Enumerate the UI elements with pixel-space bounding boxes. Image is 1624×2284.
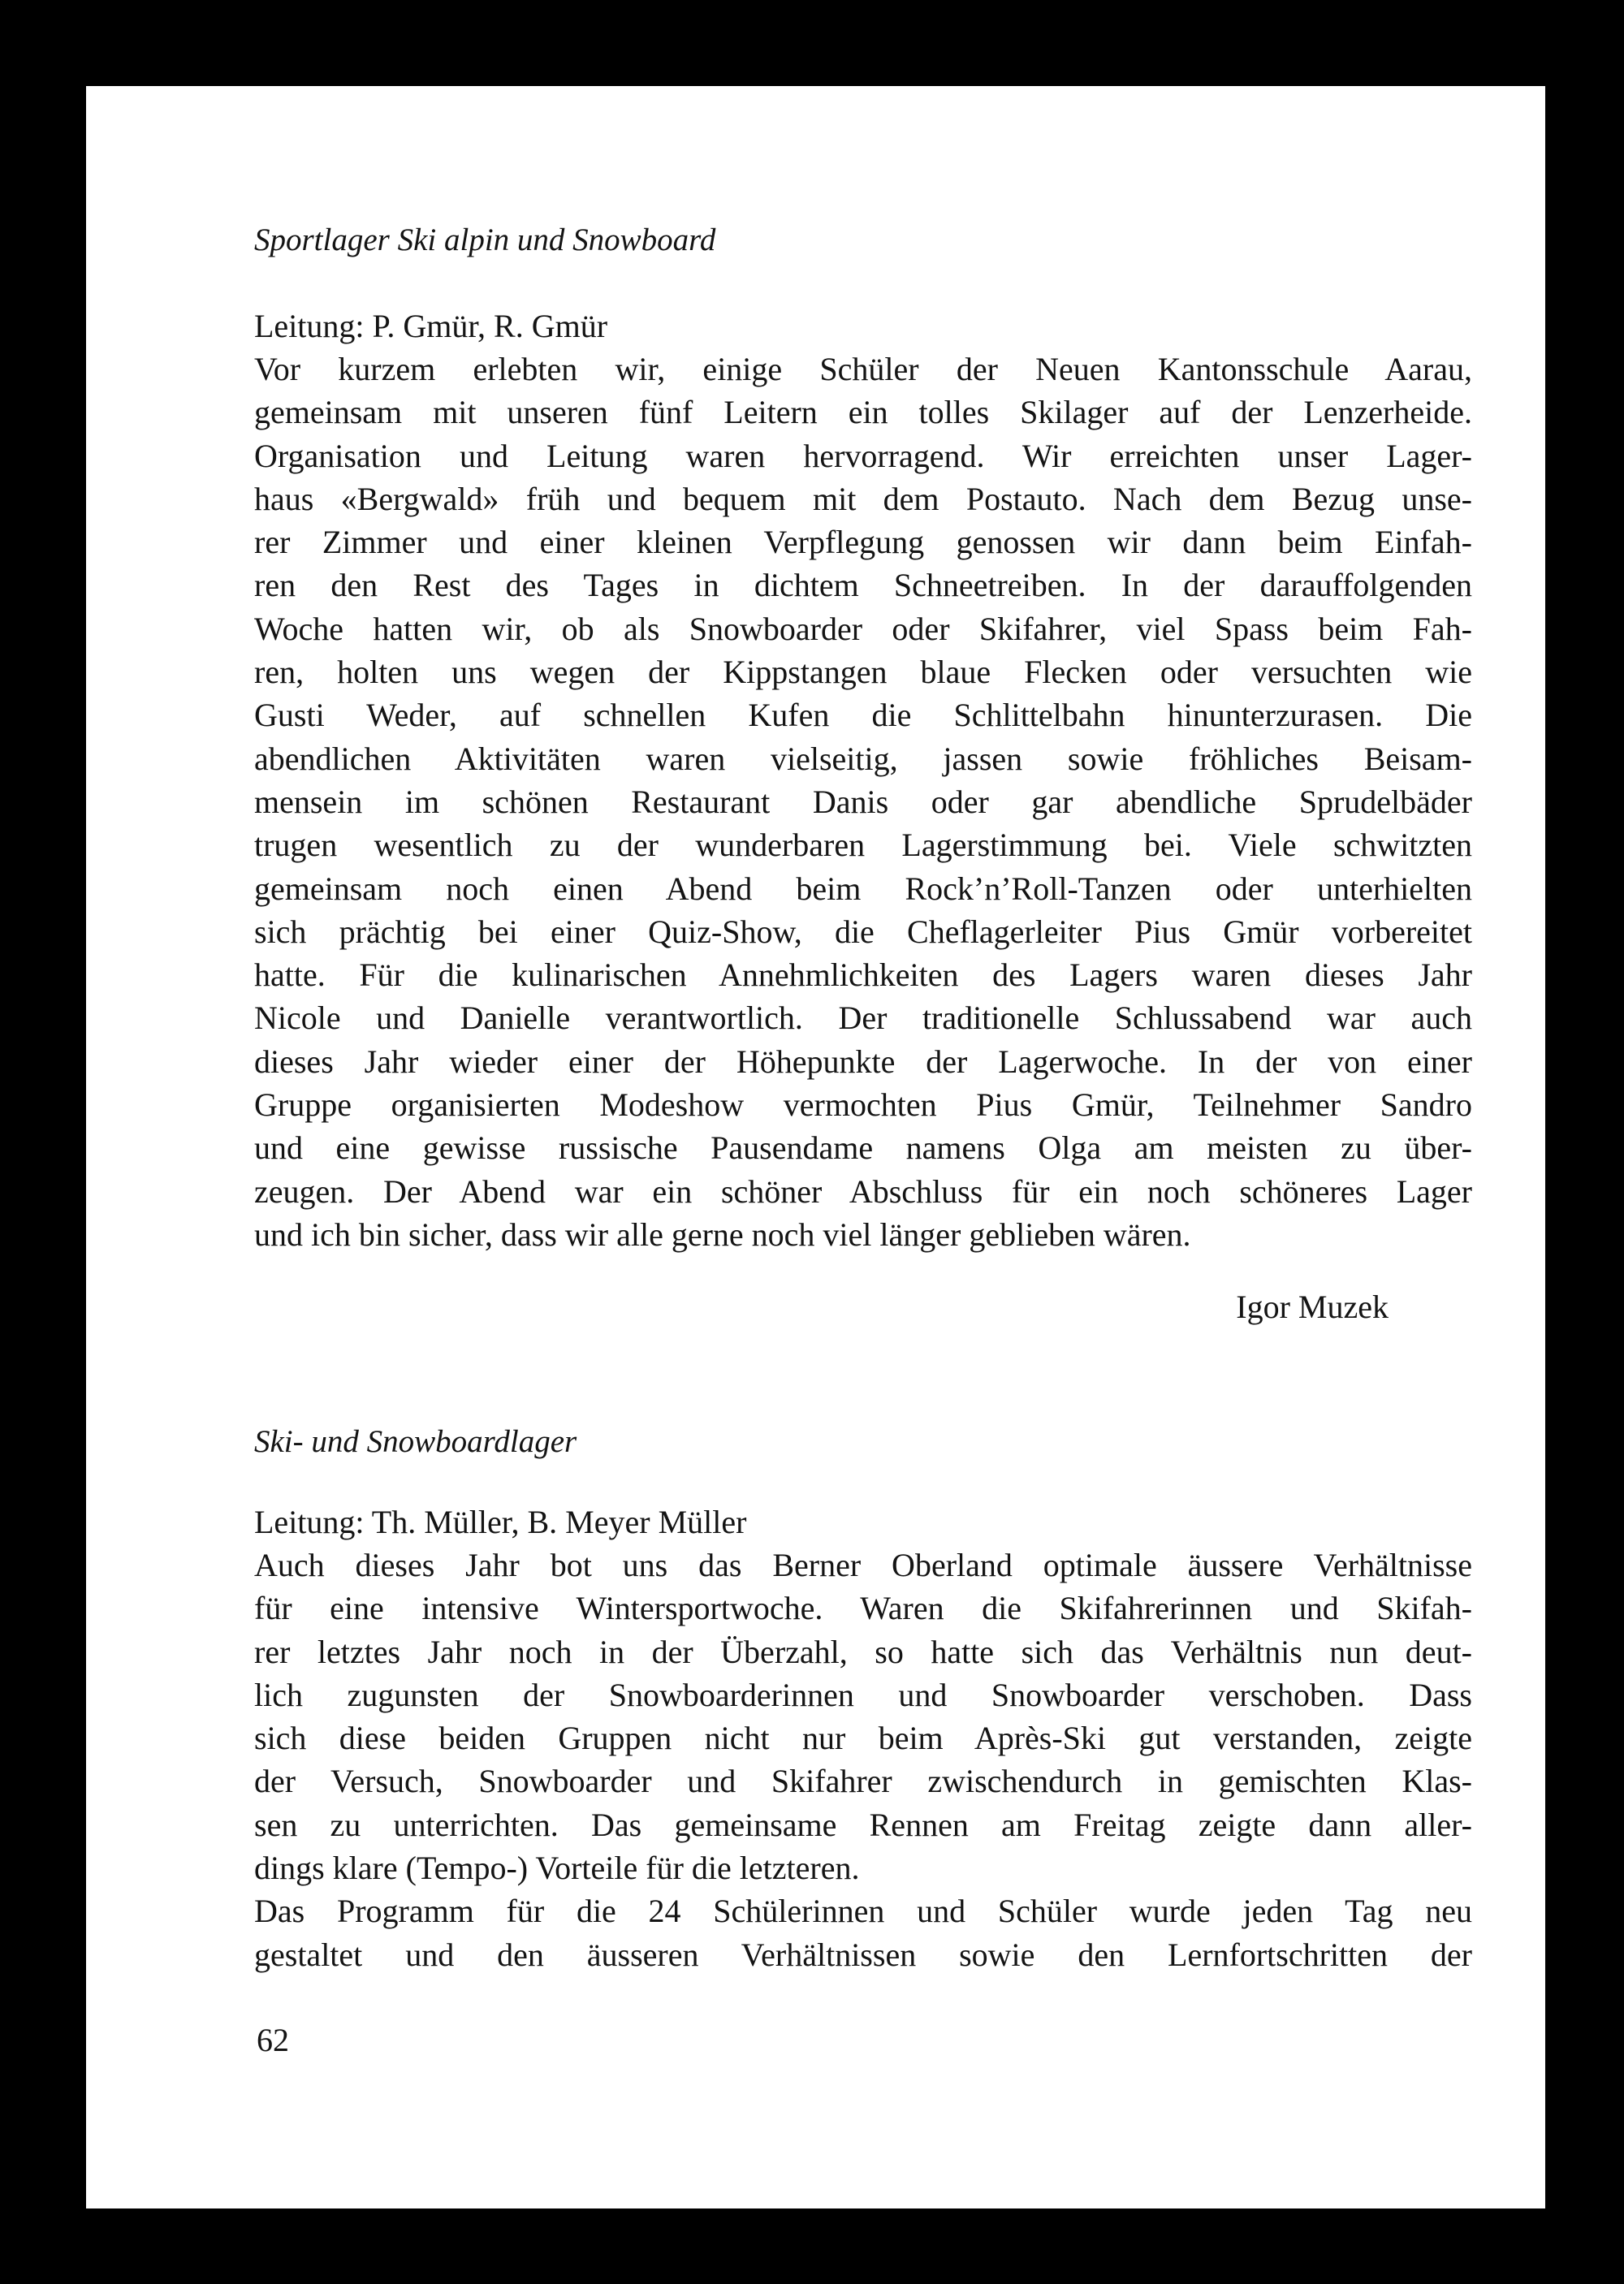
text-line: haus «Bergwald» früh und bequem mit dem Postauto. Nach dem Bezug unse- (254, 480, 1472, 517)
text-line: rer letztes Jahr noch in der Überzahl, so hatte sich das Verhältnis nun deut- (254, 1633, 1472, 1670)
text-line: abendlichen Aktivitäten waren vielseitig, jassen sowie fröhliches Beisam- (254, 740, 1472, 777)
text-line: dings klare (Tempo-) Vorteile für die letzteren. (254, 1850, 860, 1887)
text-line: sen zu unterrichten. Das gemeinsame Rennen am Freitag zeigte dann aller- (254, 1806, 1472, 1843)
section2-leitung: Leitung: Th. Müller, B. Meyer Müller (254, 1504, 747, 1540)
text-line: hatte. Für die kulinarischen Annehmlichkeiten des Lagers waren dieses Jahr (254, 956, 1472, 994)
section-title-sportlager: Sportlager Ski alpin und Snowboard (254, 222, 716, 257)
text-line: Nicole und Danielle verantwortlich. Der traditionelle Schlussabend war auch (254, 1000, 1472, 1037)
text-line: mensein im schönen Restaurant Danis oder gar abendliche Sprudelbäder (254, 783, 1472, 820)
text-line: Woche hatten wir, ob als Snowboarder oder Skifahrer, viel Spass beim Fah- (254, 610, 1472, 647)
section1-leitung: Leitung: P. Gmür, R. Gmür (254, 308, 608, 344)
text-line: ren, holten uns wegen der Kippstangen blaue Flecken oder versuchten wie (254, 654, 1472, 691)
text-line: für eine intensive Wintersportwoche. Waren die Skifahrerinnen und Skifah- (254, 1590, 1472, 1627)
text-line: und eine gewisse russische Pausendame namens Olga am meisten zu über- (254, 1129, 1472, 1167)
text-line: zeugen. Der Abend war ein schöner Abschluss für ein noch schöneres Lager (254, 1172, 1472, 1210)
text-line: ren den Rest des Tages in dichtem Schneetreiben. In der darauffolgenden (254, 567, 1472, 604)
text-line: und ich bin sicher, dass wir alle gerne noch viel länger geblieben wären. (254, 1215, 1191, 1253)
section1-body (254, 348, 1472, 1256)
section-title-skilager: Ski- und Snowboardlager (254, 1424, 577, 1459)
text-line: Organisation und Leitung waren hervorragend. Wir erreichten unser Lager- (254, 437, 1472, 474)
page-number: 62 (257, 2022, 289, 2058)
text-line: trugen wesentlich zu der wunderbaren Lagerstimmung bei. Viele schwitzten (254, 827, 1472, 864)
text-line: dieses Jahr wieder einer der Höhepunkte der Lagerwoche. In der von einer (254, 1043, 1472, 1080)
text-line: rer Zimmer und einer kleinen Verpflegung genossen wir dann beim Einfah- (254, 524, 1472, 561)
author-signature: Igor Muzek (1236, 1289, 1389, 1325)
text-line: Gusti Weder, auf schnellen Kufen die Schlittelbahn hinunterzurasen. Die (254, 697, 1472, 734)
text-line: lich zugunsten der Snowboarderinnen und Snowboarder verschoben. Dass (254, 1676, 1472, 1713)
text-line: sich diese beiden Gruppen nicht nur beim Après-Ski gut verstanden, zeigte (254, 1720, 1472, 1757)
document-page (86, 86, 1545, 2208)
text-line: Das Programm für die 24 Schülerinnen und Schüler wurde jeden Tag neu (254, 1893, 1472, 1930)
text-line: gestaltet und den äusseren Verhältnissen sowie den Lernfortschritten der (254, 1936, 1472, 1973)
section2-body (254, 1544, 1472, 1976)
text-line: Vor kurzem erlebten wir, einige Schüler der Neuen Kantonsschule Aarau, (254, 351, 1472, 387)
text-line: sich prächtig bei einer Quiz-Show, die Cheflagerleiter Pius Gmür vorbereitet (254, 913, 1472, 950)
text-line: der Versuch, Snowboarder und Skifahrer zwischendurch in gemischten Klas- (254, 1763, 1472, 1800)
text-line: Auch dieses Jahr bot uns das Berner Oberland optimale äussere Verhältnisse (254, 1547, 1472, 1583)
text-line: gemeinsam noch einen Abend beim Rock’n’Roll-Tanzen oder unterhielten (254, 870, 1472, 907)
text-line: Gruppe organisierten Modeshow vermochten Pius Gmür, Teilnehmer Sandro (254, 1086, 1472, 1124)
text-line: gemeinsam mit unseren fünf Leitern ein tolles Skilager auf der Lenzerheide. (254, 394, 1472, 431)
